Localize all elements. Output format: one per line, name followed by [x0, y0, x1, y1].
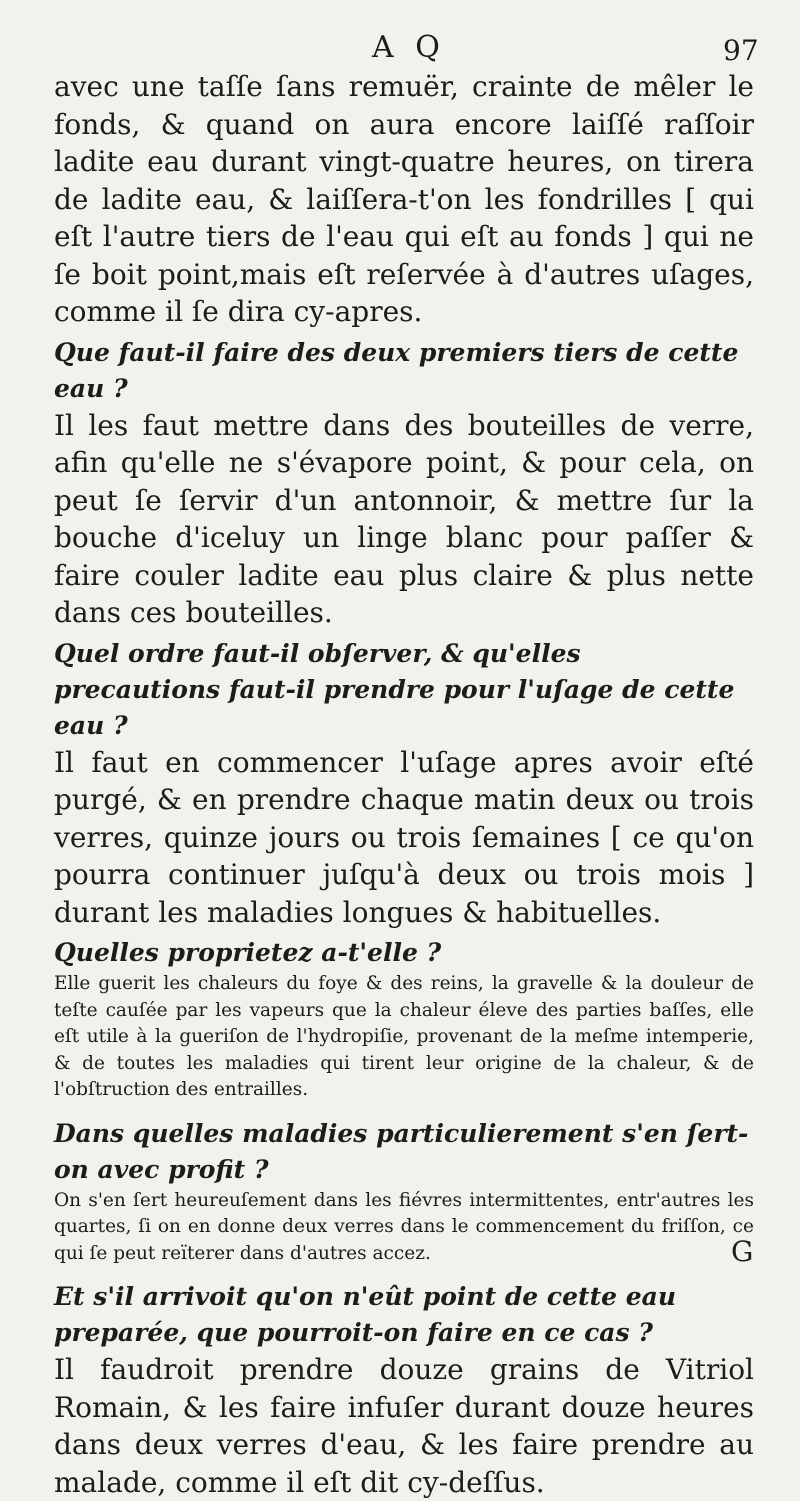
paragraph-intro: avec une taſſe ſans remuër, crainte de mêler le fonds, & quand on aura encore laiſſé raſſoir ladite eau durant vingt-quatre heures, on tirera de ladite eau, & laiſſera-t'on les fondrilles [ qui eſt l'autre tiers de l'eau qui eſt au fonds ] qui ne ſe boit point,mais eſt reſervée à d'autres uſages, comme il ſe dira cy-apres. — [54, 70, 754, 328]
answer-paragraph: Il les faut mettre dans des bouteilles de verre, afin qu'elle ne s'évapore point, & pour cela, on peut ſe ſervir d'un antonnoir, & mettre ſur la bouche d'iceluy un linge blanc pour paſſer & faire couler ladite eau plus claire & plus nette dans ces bouteilles. — [54, 408, 754, 629]
question-heading: Quelles proprietez a-t'elle ? — [54, 938, 442, 967]
question-heading: Et s'il arrivoit qu'on n'eût point de cette eau preparée, que pourroit-on faire en ce cas ? — [54, 1282, 677, 1347]
answer-paragraph: Il faut en commencer l'uſage apres avoir eſté purgé, & en prendre chaque matin deux ou trois verres, quinze jours ou trois ſemaines [ ce qu'on pourra continuer juſqu'à deux ou trois mois ] durant les maladies longues & habituelles. — [54, 745, 754, 929]
page-header — [0, 30, 800, 70]
question-heading: Dans quelles maladies particulierement s'en ſert-on avec profit ? — [54, 1118, 749, 1184]
question-heading: Quel ordre faut-il obſerver, & qu'elles precautions faut-il prendre pour l'uſage de cette eau ? — [54, 638, 735, 740]
page-body — [54, 68, 754, 1501]
page-number: 97 — [723, 34, 759, 67]
signature-mark: A Q — [372, 30, 446, 65]
answer-paragraph-small: Elle guerit les chaleurs du foye & des reins, la gravelle & la douleur de teſte cauſée par les vapeurs que la chaleur éleve des parties baſſes, elle eſt utile à la gueriſon de l'hydropiſie, provenant de la meſme intemperie, & de toutes les maladies qui tirent leur origine de la chaleur, & de l'obſtruction des entrailles. — [54, 973, 754, 1100]
question-heading: Que faut-il faire des deux premiers tiers de cette eau ? — [54, 337, 739, 403]
answer-paragraph-small: On s'en ſert heureuſement dans les fiévres intermittentes, entr'autres les quartes, ſi on en donne deux verres dans le commencement du friſſon, ce qui ſe peut reïterer dans d'autres accez. — [54, 1189, 754, 1264]
catchword: G — [731, 1235, 754, 1268]
answer-paragraph: Il faudroit prendre douze grains de Vitriol Romain, & les faire infuſer durant douze heures dans deux verres d'eau, & les faire prendre au malade, comme il eſt dit cy-deſſus. — [54, 1353, 754, 1499]
